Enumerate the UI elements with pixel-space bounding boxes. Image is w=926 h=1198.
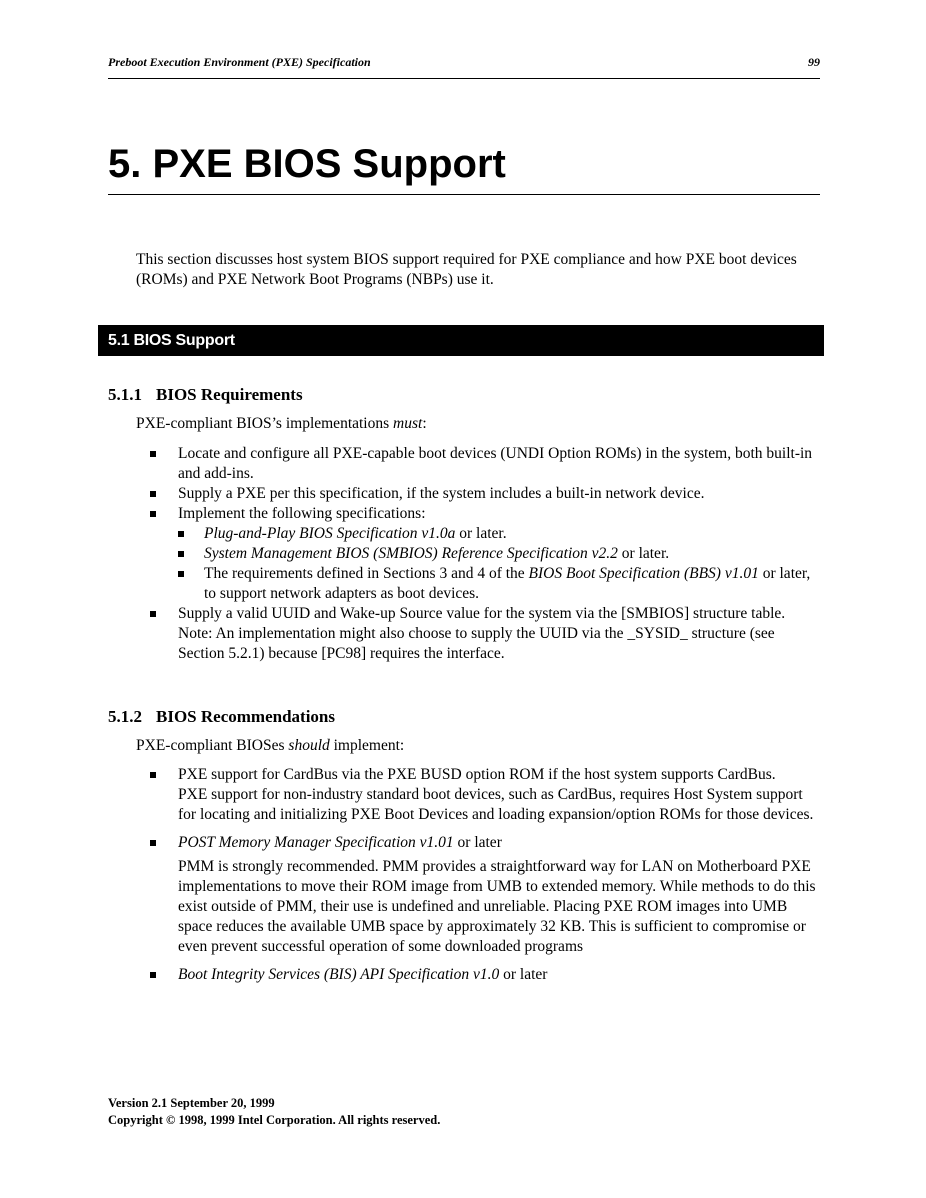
bullet-icon: [178, 531, 184, 537]
recommendations-lead: PXE-compliant BIOSes should implement:: [136, 737, 405, 754]
list-item: Supply a valid UUID and Wake-up Source value for the system via the [SMBIOS] structure table. Note: An implementation might also choose to supply the UUID via the _SYSID_ structure (see Section 5.2.1) because [PC98] requires the interface.: [150, 604, 820, 664]
subsection-title: BIOS Requirements: [156, 385, 303, 404]
bullet-icon: [178, 551, 184, 557]
list-item: Boot Integrity Services (BIS) API Specification v1.0 or later: [150, 965, 820, 985]
chapter-rule: [108, 194, 820, 195]
bullet-icon: [178, 571, 184, 577]
subsection-heading-recommendations: [108, 706, 335, 728]
document-title: Preboot Execution Environment (PXE) Specification: [108, 55, 371, 69]
bullet-icon: [150, 451, 156, 457]
page-footer: [108, 1095, 440, 1129]
subsection-heading-requirements: [108, 384, 303, 406]
running-header: [108, 55, 820, 71]
list-item: Locate and configure all PXE-capable boot devices (UNDI Option ROMs) in the system, both built-in and add-ins.: [150, 444, 820, 484]
requirements-lead: PXE-compliant BIOS’s implementations must:: [136, 415, 427, 432]
requirements-list: [150, 444, 820, 664]
copyright-line: Copyright © 1998, 1999 Intel Corporation. All rights reserved.: [108, 1113, 441, 1127]
bullet-icon: [150, 840, 156, 846]
chapter-title: 5. PXE BIOS Support: [108, 142, 506, 186]
list-item: POST Memory Manager Specification v1.01 or later PMM is strongly recommended. PMM provides a straightforward way for LAN on Motherboard PXE implementations to move their ROM image from UMB to extended memory. While methods to do this exist outside of PMM, their use is undefined and unreliable. Placing PXE ROM images into UMB space reduces the available UMB space by approximately 32 KB. This is sufficient to compromise or even prevent successful operation of some downloaded programs: [150, 833, 820, 957]
sublist-item: The requirements defined in Sections 3 and 4 of the BIOS Boot Specification (BBS) v1.01 or later, to support network adapters as boot devices.: [178, 564, 820, 604]
specifications-sublist: [178, 524, 820, 604]
bullet-icon: [150, 611, 156, 617]
version-line: Version 2.1 September 20, 1999: [108, 1096, 275, 1110]
bullet-icon: [150, 772, 156, 778]
section-heading-band: 5.1 BIOS Support: [98, 325, 824, 356]
sublist-item: System Management BIOS (SMBIOS) Reference Specification v2.2 or later.: [178, 544, 820, 564]
subsection-number: 5.1.1: [108, 385, 142, 404]
bullet-icon: [150, 972, 156, 978]
bullet-icon: [150, 491, 156, 497]
list-item: Implement the following specifications: Plug-and-Play BIOS Specification v1.0a or later. System Management BIOS (SMBIOS) Reference Specification v2.2 or later. The requirements defined in Sections 3 and 4 of the BIOS Boot Specification (BBS) v1.01 or later, to support network adapters as boot devices.: [150, 504, 820, 604]
chapter-intro: This section discusses host system BIOS support required for PXE compliance and how PXE boot devices (ROMs) and PXE Network Boot Programs (NBPs) use it.: [136, 251, 797, 288]
subsection-title: BIOS Recommendations: [156, 707, 335, 726]
list-item: PXE support for CardBus via the PXE BUSD option ROM if the host system supports CardBus. PXE support for non-industry standard boot devices, such as CardBus, requires Host System support for locating and initializing PXE Boot Devices and loading expansion/option ROMs for those devices.: [150, 765, 820, 825]
recommendations-list: [150, 765, 820, 985]
list-item: Supply a PXE per this specification, if the system includes a built-in network device.: [150, 484, 820, 504]
subsection-number: 5.1.2: [108, 707, 142, 726]
header-rule: [108, 78, 820, 79]
sublist-item: Plug-and-Play BIOS Specification v1.0a or later.: [178, 524, 820, 544]
page-number: 99: [808, 55, 820, 69]
uuid-note: Note: An implementation might also choose to supply the UUID via the _SYSID_ structure (see Section 5.2.1) because [PC98] requires the interface.: [178, 625, 775, 662]
bullet-icon: [150, 511, 156, 517]
